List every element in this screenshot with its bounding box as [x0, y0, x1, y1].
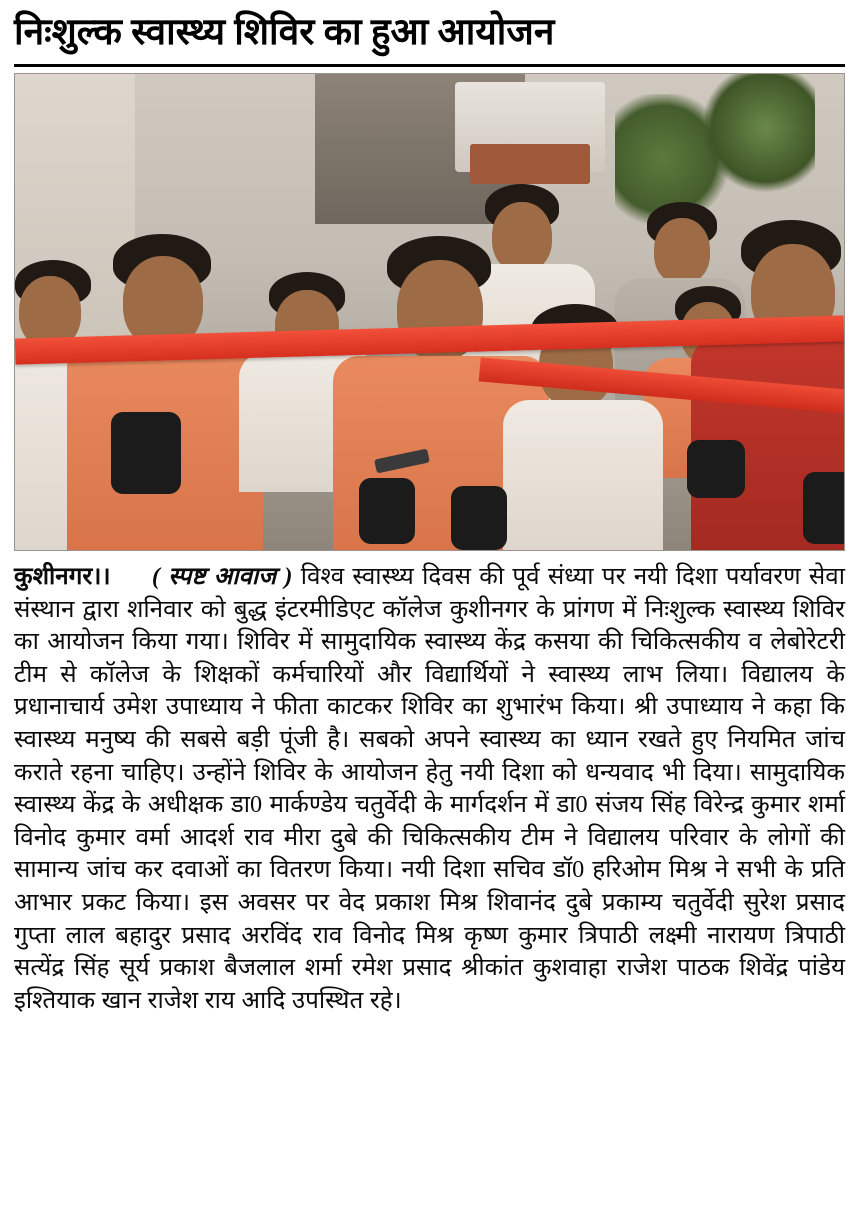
page-title: निःशुल्क स्वास्थ्य शिविर का हुआ आयोजन — [14, 12, 555, 53]
photo-glove-right — [687, 440, 745, 498]
photo-vehicle-body — [470, 144, 590, 184]
headline-divider — [14, 64, 845, 67]
photo-glove-far-right — [803, 472, 845, 544]
photo-foliage-right — [705, 74, 815, 194]
photo-glove-center-right — [451, 486, 507, 550]
photo-glove-center-left — [359, 478, 415, 544]
article-text: विश्व स्वास्थ्य दिवस की पूर्व संध्या पर नयी दिशा पर्यावरण सेवा संस्थान द्वारा शनिवार को बुद्ध इंटरमीडिएट कॉलेज कुशीनगर के प्रांगण में निःशुल्क स्वास्थ्य शिविर का आयोजन किया गया। शिविर में सामुदायिक स्वास्थ्य केंद्र कसया की चिकित्सकीय व लेबोरेटरी टीम से कॉलेज के शिक्षकों कर्मचारियों और विद्यार्थियों ने स्वास्थ्य लाभ लिया। विद्यालय के प्रधानाचार्य उमेश उपाध्याय ने फीता काटकर शिविर का शुभारंभ किया। श्री उपाध्याय ने कहा कि स्वास्थ्य मनुष्य की सबसे बड़ी पूंजी है। सबको अपने स्वास्थ्य का ध्यान रखते हुए नियमित जांच कराते रहना चाहिए। उन्होंने शिविर के आयोजन हेतु नयी दिशा को धन्यवाद भी दिया। सामुदायिक स्वास्थ्य केंद्र के अधीक्षक डा0 मार्कण्डेय चतुर्वेदी के मार्गदर्शन में डा0 संजय सिंह विरेन्द्र कुमार शर्मा विनोद कुमार वर्मा आदर्श राव मीरा दुबे की चिकित्सकीय टीम ने विद्यालय परिवार के लोगों की सामान्य जांच कर दवाओं का वितरण किया। नयी दिशा सचिव डॉ0 हरिओम मिश्र ने सभी के प्रति आभार प्रकट किया। इस अवसर पर वेद प्रकाश मिश्र शिवानंद दुबे प्रकाम्य चतुर्वेदी सुरेश प्रसाद गुप्ता लाल बहादुर प्रसाद अरविंद राव विनोद मिश्र कृष्ण कुमार त्रिपाठी लक्ष्मी नारायण त्रिपाठी सत्येंद्र सिंह सूर्य प्रकाश बैजलाल शर्मा रमेश प्रसाद श्रीकांत कुशवाहा राजेश पाठक शिवेंद्र पांडेय इश्तियाक खान राजेश राय आदि उपस्थित रहे। — [14, 563, 845, 1014]
dateline-space — [119, 563, 144, 590]
article-body — [14, 551, 845, 1017]
dateline: कुशीनगर।। — [14, 563, 111, 590]
photo-glove-left — [111, 412, 181, 494]
article-photo — [14, 73, 845, 551]
source-label: ( स्पष्ट आवाज ) — [151, 563, 293, 590]
